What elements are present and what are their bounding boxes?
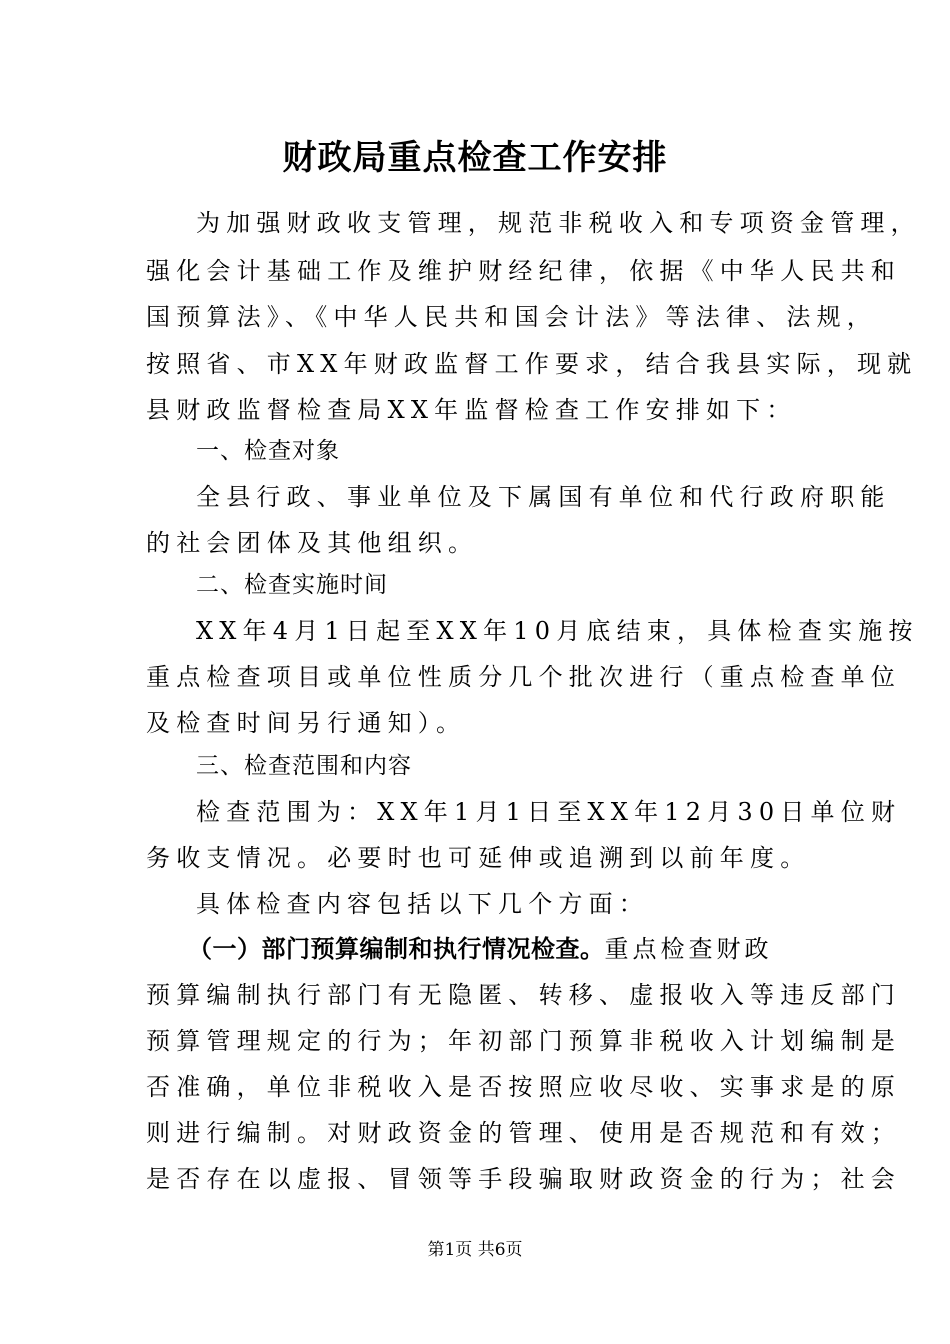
section-heading-time: 二、检查实施时间 bbox=[196, 572, 388, 598]
intro-line: 按照省、市XX年财政监督工作要求，结合我县实际，现就 bbox=[146, 350, 918, 378]
subsection-heading: （一）部门预算编制和执行情况检查。 bbox=[188, 935, 605, 963]
intro-line: 为加强财政收支管理，规范非税收入和专项资金管理， bbox=[196, 209, 921, 237]
section-line: 及检查时间另行通知）。 bbox=[146, 709, 467, 737]
intro-line: 县财政监督检查局XX年监督检查工作安排如下： bbox=[146, 396, 797, 424]
section-line: 全县行政、事业单位及下属国有单位和代行政府职能 bbox=[196, 483, 891, 511]
subsection-line: 否准确，单位非税收入是否按照应收尽收、实事求是的原 bbox=[146, 1073, 901, 1101]
intro-line: 国预算法》、《中华人民共和国会计法》等法律、法规， bbox=[146, 303, 877, 331]
section-heading-objects: 一、检查对象 bbox=[196, 438, 340, 464]
section-line: 重点检查项目或单位性质分几个批次进行（重点检查单位 bbox=[146, 663, 901, 691]
subsection-line: 预算编制执行部门有无隐匿、转移、虚报收入等违反部门 bbox=[146, 981, 901, 1009]
section-heading-scope: 三、检查范围和内容 bbox=[196, 753, 412, 779]
section-line: 具体检查内容包括以下几个方面： bbox=[196, 890, 649, 918]
section-line: 检查范围为：XX年1月1日至XX年12月30日单位财 bbox=[196, 798, 902, 826]
document-title: 财政局重点检查工作安排 bbox=[282, 138, 668, 178]
section-line: 的社会团体及其他组织。 bbox=[146, 529, 479, 557]
subsection-line: 预算管理规定的行为；年初部门预算非税收入计划编制是 bbox=[146, 1027, 901, 1055]
subsection-text: 重点检查财政 bbox=[604, 935, 773, 963]
subsection-line: 则进行编制。对财政资金的管理、使用是否规范和有效； bbox=[146, 1119, 901, 1147]
intro-line: 强化会计基础工作及维护财经纪律，依据《中华人民共和 bbox=[146, 257, 901, 285]
subsection-first-line bbox=[188, 929, 773, 969]
section-line: 务收支情况。必要时也可延伸或追溯到以前年度。 bbox=[146, 844, 811, 872]
subsection-line: 是否存在以虚报、冒领等手段骗取财政资金的行为；社会 bbox=[146, 1165, 901, 1193]
page-footer: 第1页 共6页 bbox=[427, 1240, 523, 1260]
section-line: XX年4月1日起至XX年10月底结束，具体检查实施按 bbox=[196, 617, 919, 645]
